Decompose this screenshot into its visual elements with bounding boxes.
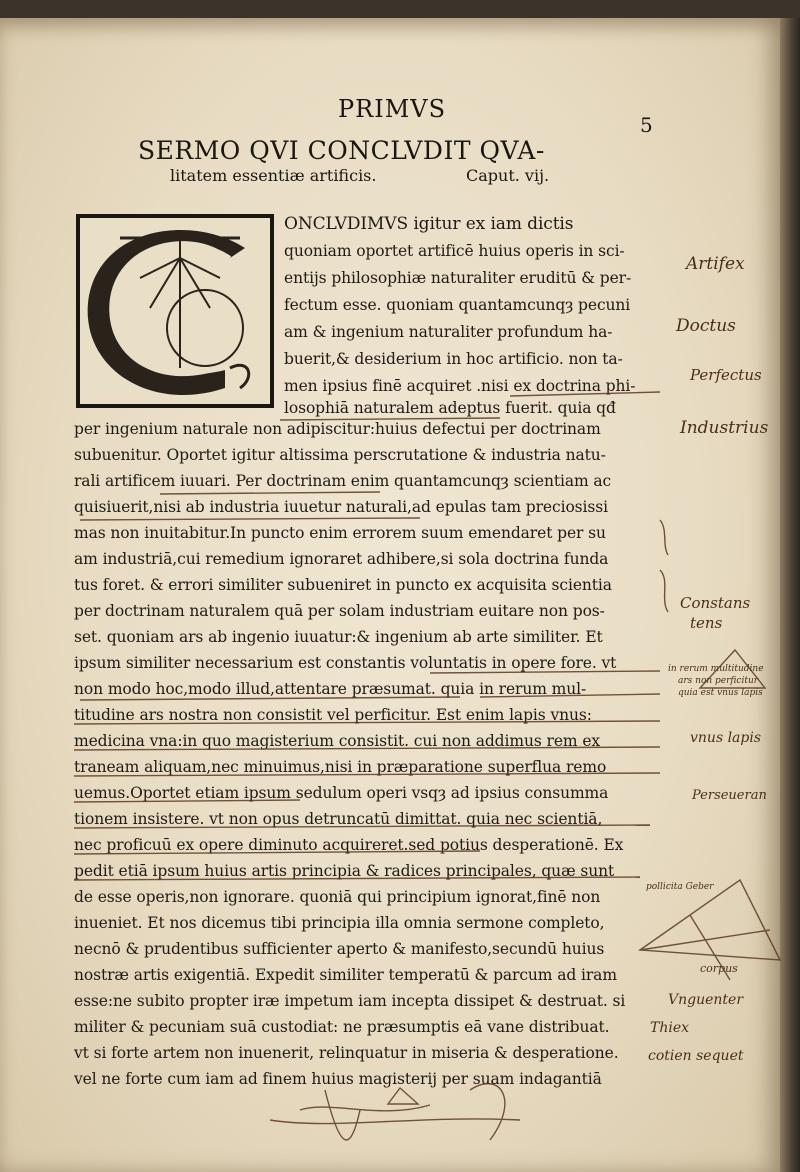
text-line: per doctrinam naturalem quā per solam industriam euitare non pos- [74,602,605,620]
margin-note: vnus lapis [690,730,762,746]
margin-note: Doctus [676,316,736,336]
text-line: nec proficuū ex opere diminuto acquireret.sed potius desperationē. Ex [74,836,624,854]
text-line: necnō & prudentibus sufficienter aperto & manifesto,secundū huius [74,940,605,958]
text-line: losophiā naturalem adeptus fuerit. quia qđ [284,399,616,417]
text-line: am & ingenium naturaliter profundum ha- [284,323,613,341]
margin-note: Industrius [680,418,769,438]
margin-note: in rerum multitudine [668,664,764,674]
text-line: pedit etiā ipsum huius artis principia & radices principales, quæ sunt [74,862,615,880]
chapter-title: SERMO QVI CONCLVDIT QVA- [138,136,545,165]
text-line: vel ne forte cum iam ad finem huius magisterij per suam indagantiā [74,1070,602,1088]
margin-note: Artifex [686,254,745,274]
text-line: tionem insistere. vt non opus detruncatū dimittat. quia nec scientiā, [74,810,603,828]
text-line: quoniam oportet artificē huius operis in sci- [284,242,625,260]
text-line: tus foret. & errori similiter subueniret in puncto ex acquisita scientia [74,576,612,594]
margin-note: Constans [680,594,751,612]
text-line: buerit,& desiderium in hoc artificio. non ta- [284,350,623,368]
margin-note: tens [690,614,723,632]
chapter-number: Caput. vij. [466,166,550,185]
folio-number: 5 [640,113,653,137]
text-line: fectum esse. quoniam quantamcunqȝ pecuni [284,296,631,314]
text-line: ONCLVDIMVS igitur ex iam dictis [284,214,574,234]
text-line: esse:ne subito propter iræ impetum iam incepta dissipet & destruat. si [74,992,626,1010]
margin-note: Thiex [650,1020,690,1036]
text-line: mas non inuitabitur.In puncto enim errorem suum emendaret per su [74,524,606,542]
text-line: per ingenium naturale non adipiscitur:huius defectui per doctrinam [74,420,601,438]
chapter-title-continued: litatem essentiæ artificis. [170,166,377,185]
text-line: quisiuerit,nisi ab industria iuuetur naturali,ad epulas tam preciosissi [74,498,608,516]
text-line: traneam aliquam,nec minuimus,nisi in præparatione superflua remo [74,758,607,776]
margin-note: Vnguenter [668,992,744,1008]
text-line: de esse operis,non ignorare. quoniā qui principium ignorat,finē non [74,888,601,906]
margin-note: Perfectus [690,366,762,384]
text-line: inueniet. Et nos dicemus tibi principia illa omnia sermone completo, [74,914,605,932]
text-line: subuenitur. Oportet igitur altissima perscrutatione & industria natu- [74,446,606,464]
running-head: PRIMVS [338,95,447,123]
margin-note: Perseueran [692,788,767,803]
text-line: am industriā,cui remedium ignoraret adhibere,si sola doctrina funda [74,550,609,568]
margin-note: corpus [700,962,738,975]
text-line: non modo hoc,modo illud,attentare præsumat. quia in rerum mul- [74,680,587,698]
text-line: entijs philosophiæ naturaliter eruditū & per- [284,269,632,287]
margin-note: cotien sequet [648,1048,744,1064]
text-line: uemus.Oportet etiam ipsum sedulum operi vsqȝ ad ipsius consumma [74,784,609,802]
text-line: titudine ars nostra non consistit vel perficitur. Est enim lapis vnus: [74,706,592,724]
text-line: rali artificem iuuari. Per doctrinam enim quantamcunqȝ scientiam ac [74,472,612,490]
text-line: set. quoniam ars ab ingenio iuuatur:& ingenium ab arte similiter. Et [74,628,603,646]
text-line: militer & pecuniam suā custodiat: ne præsumptis eā vane distribuat. [74,1018,610,1036]
margin-note: quia est vnus lapis [678,688,763,698]
text-line: medicina vna:in quo magisterium consistit. cui non addimus rem ex [74,732,601,750]
margin-note: ars non perficitur [678,676,759,686]
text-line: vt si forte artem non inuenerit, relinquatur in miseria & desperatione. [74,1044,619,1062]
text-line: nostræ artis exigentiā. Expedit similiter temperatū & parcum ad iram [74,966,617,984]
text-line: men ipsius finē acquiret .nisi ex doctrina phi- [284,377,636,395]
margin-note: pollicita Geber [646,882,714,892]
text-line: ipsum similiter necessarium est constantis voluntatis in opere fore. vt [74,654,617,672]
